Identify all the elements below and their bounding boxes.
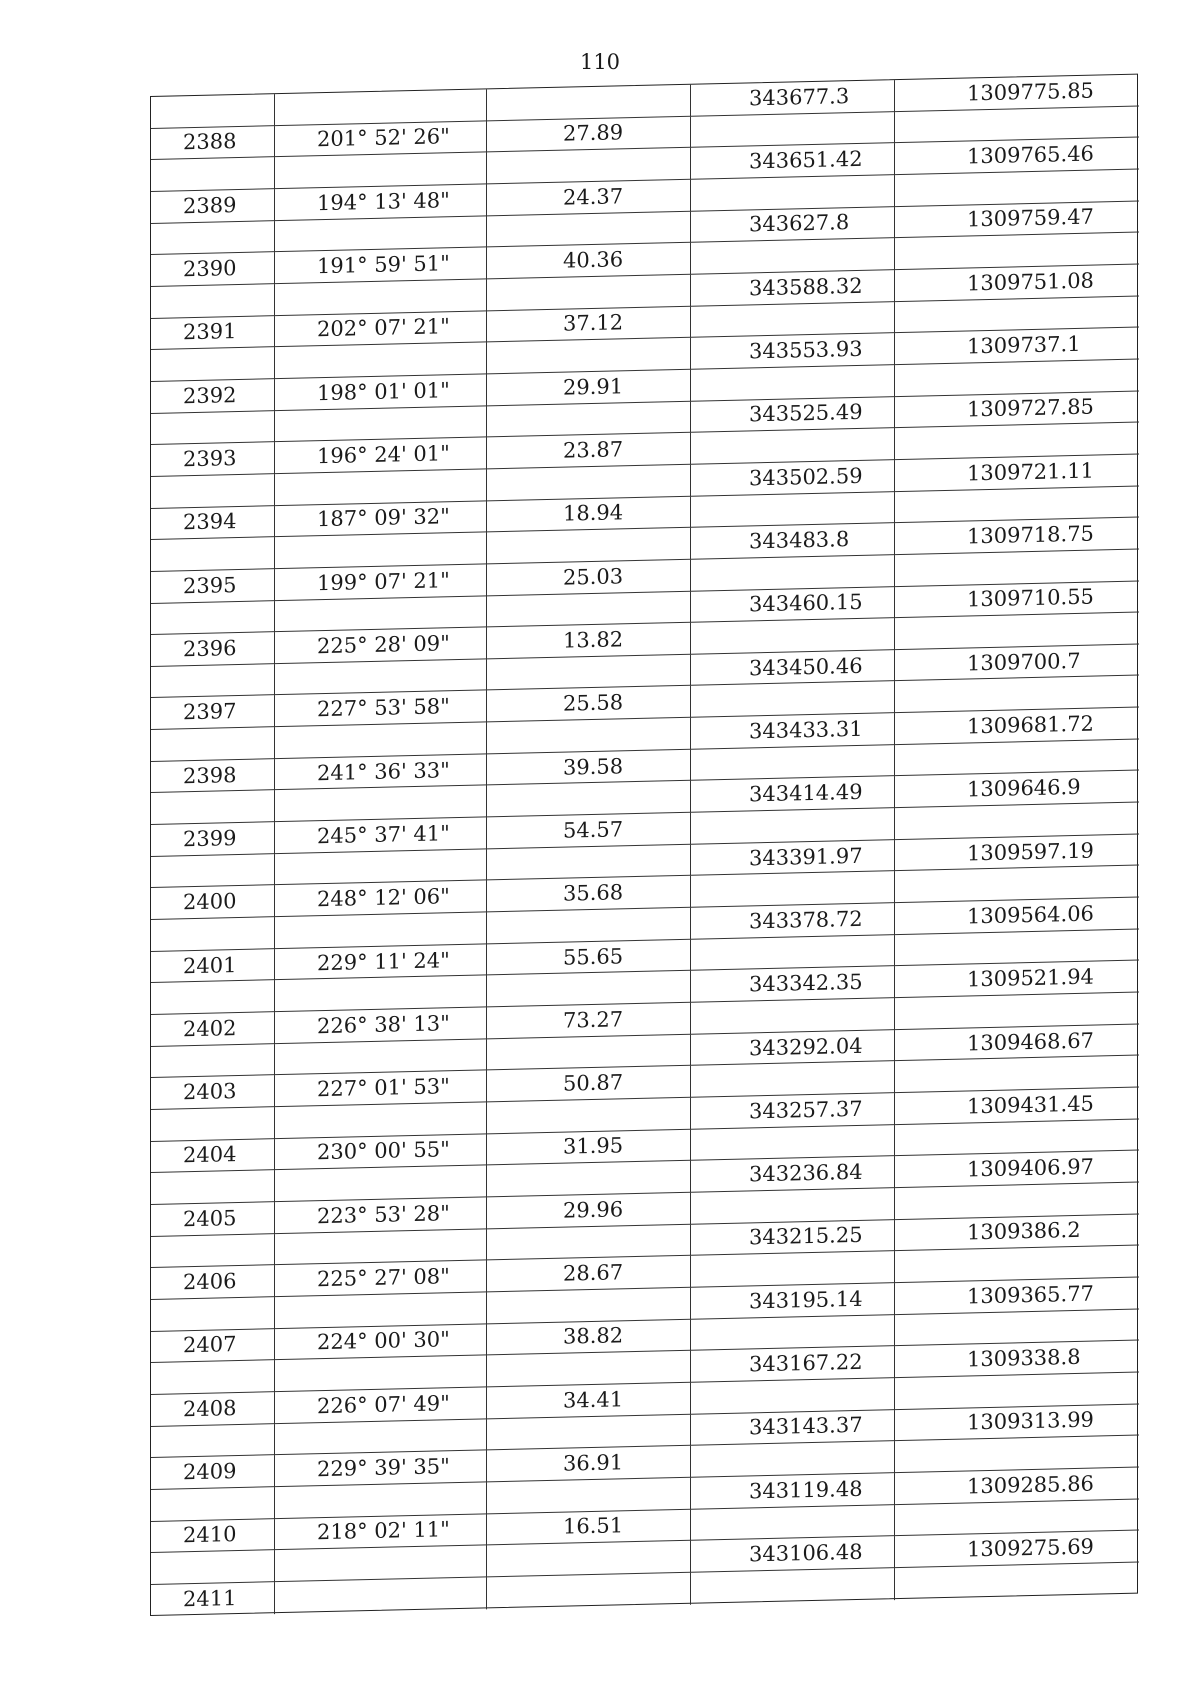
northing-cell: 1309765.46 bbox=[895, 138, 1139, 175]
point-id-cell: 2400 bbox=[151, 886, 275, 920]
northing-cell: 1309365.77 bbox=[895, 1277, 1139, 1314]
empty-cell bbox=[487, 275, 691, 311]
easting-cell: 343460.15 bbox=[691, 587, 895, 623]
point-id-cell: 2392 bbox=[151, 379, 275, 413]
northing-cell: 1309285.86 bbox=[895, 1467, 1139, 1504]
bearing-cell: 226° 38' 13" bbox=[275, 1007, 487, 1043]
empty-cell bbox=[487, 718, 691, 754]
point-id-cell: 2389 bbox=[151, 189, 275, 223]
empty-cell bbox=[487, 1478, 691, 1514]
bearing-cell: 245° 37' 41" bbox=[275, 817, 487, 853]
easting-cell: 343450.46 bbox=[691, 650, 895, 686]
point-id-cell: 2395 bbox=[151, 569, 275, 603]
distance-cell: 39.58 bbox=[487, 750, 691, 786]
empty-cell bbox=[151, 1550, 275, 1584]
survey-table-wrapper bbox=[150, 74, 1138, 1616]
point-id-cell: 2408 bbox=[151, 1392, 275, 1426]
distance-cell: 50.87 bbox=[487, 1066, 691, 1102]
empty-cell bbox=[691, 555, 895, 591]
distance-cell: 24.37 bbox=[487, 180, 691, 216]
distance-cell: 31.95 bbox=[487, 1129, 691, 1165]
empty-cell bbox=[151, 474, 275, 508]
bearing-cell: 227° 01' 53" bbox=[275, 1071, 487, 1107]
northing-cell: 1309681.72 bbox=[895, 708, 1139, 745]
distance-cell: 29.96 bbox=[487, 1193, 691, 1229]
empty-cell bbox=[691, 1441, 895, 1477]
bearing-cell: 194° 13' 48" bbox=[275, 184, 487, 220]
bearing-cell: 187° 09' 32" bbox=[275, 501, 487, 537]
empty-cell bbox=[275, 1546, 487, 1582]
empty-cell bbox=[275, 722, 487, 758]
easting-cell: 343433.31 bbox=[691, 713, 895, 749]
empty-cell bbox=[151, 727, 275, 761]
easting-cell: 343292.04 bbox=[691, 1030, 895, 1066]
empty-cell bbox=[691, 365, 895, 401]
empty-cell bbox=[151, 1487, 275, 1521]
northing-cell: 1309406.97 bbox=[895, 1151, 1139, 1188]
empty-cell bbox=[151, 221, 275, 255]
empty-cell bbox=[487, 1351, 691, 1387]
bearing-cell: 218° 02' 11" bbox=[275, 1514, 487, 1550]
empty-cell bbox=[691, 1378, 895, 1414]
point-id-cell: 2388 bbox=[151, 126, 275, 160]
easting-cell: 343119.48 bbox=[691, 1473, 895, 1509]
northing-cell: 1309597.19 bbox=[895, 834, 1139, 871]
easting-cell: 343215.25 bbox=[691, 1220, 895, 1256]
distance-cell: 38.82 bbox=[487, 1319, 691, 1355]
empty-cell bbox=[275, 89, 487, 125]
empty-cell bbox=[691, 745, 895, 781]
bearing-cell: 202° 07' 21" bbox=[275, 311, 487, 347]
easting-cell: 343588.32 bbox=[691, 270, 895, 306]
empty-cell bbox=[691, 492, 895, 528]
empty-cell bbox=[691, 428, 895, 464]
empty-cell bbox=[487, 401, 691, 437]
empty-cell bbox=[275, 1356, 487, 1392]
bearing-cell: 196° 24' 01" bbox=[275, 438, 487, 474]
empty-cell bbox=[151, 854, 275, 888]
distance-cell: 29.91 bbox=[487, 370, 691, 406]
empty-cell bbox=[691, 682, 895, 718]
bearing-cell: 241° 36' 33" bbox=[275, 754, 487, 790]
empty-cell bbox=[691, 1315, 895, 1351]
empty-cell bbox=[275, 343, 487, 379]
northing-cell: 1309338.8 bbox=[895, 1341, 1139, 1378]
empty-cell bbox=[691, 808, 895, 844]
empty-cell bbox=[275, 1102, 487, 1138]
empty-cell bbox=[691, 935, 895, 971]
point-id-cell: 2406 bbox=[151, 1265, 275, 1299]
empty-cell bbox=[487, 908, 691, 944]
empty-cell bbox=[275, 1039, 487, 1075]
empty-cell bbox=[487, 85, 691, 121]
point-id-cell: 2390 bbox=[151, 252, 275, 286]
northing-cell: 1309718.75 bbox=[895, 518, 1139, 555]
easting-cell: 343677.3 bbox=[691, 80, 895, 116]
empty-cell bbox=[691, 112, 895, 148]
empty-cell bbox=[487, 465, 691, 501]
northing-cell: 1309737.1 bbox=[895, 328, 1139, 365]
empty-cell bbox=[691, 1505, 895, 1541]
point-id-cell: 2401 bbox=[151, 949, 275, 983]
point-id-cell: 2411 bbox=[151, 1582, 275, 1616]
empty-cell bbox=[275, 216, 487, 252]
easting-cell: 343106.48 bbox=[691, 1536, 895, 1572]
empty-cell bbox=[487, 1034, 691, 1070]
distance-cell: 55.65 bbox=[487, 939, 691, 975]
point-id-cell: 2396 bbox=[151, 632, 275, 666]
empty-cell bbox=[151, 1234, 275, 1268]
distance-cell: 36.91 bbox=[487, 1446, 691, 1482]
point-id-cell: 2393 bbox=[151, 442, 275, 476]
empty-cell bbox=[691, 1251, 895, 1287]
bearing-cell: 229° 11' 24" bbox=[275, 944, 487, 980]
bearing-cell: 224° 00' 30" bbox=[275, 1324, 487, 1360]
distance-cell: 18.94 bbox=[487, 496, 691, 532]
empty-cell bbox=[151, 601, 275, 635]
empty-cell bbox=[691, 1061, 895, 1097]
empty-cell bbox=[487, 844, 691, 880]
distance-cell: 27.89 bbox=[487, 116, 691, 152]
easting-cell: 343342.35 bbox=[691, 966, 895, 1002]
point-id-cell: 2399 bbox=[151, 822, 275, 856]
empty-cell bbox=[151, 1297, 275, 1331]
northing-cell: 1309759.47 bbox=[895, 201, 1139, 238]
northing-cell: 1309468.67 bbox=[895, 1024, 1139, 1061]
empty-cell bbox=[691, 238, 895, 274]
distance-cell: 25.58 bbox=[487, 686, 691, 722]
northing-cell: 1309710.55 bbox=[895, 581, 1139, 618]
empty-cell bbox=[487, 1541, 691, 1577]
point-id-cell: 2407 bbox=[151, 1329, 275, 1363]
northing-cell: 1309751.08 bbox=[895, 264, 1139, 301]
empty-cell bbox=[151, 1044, 275, 1078]
empty-cell bbox=[151, 157, 275, 191]
easting-cell: 343553.93 bbox=[691, 333, 895, 369]
distance-cell: 35.68 bbox=[487, 876, 691, 912]
empty-cell bbox=[487, 1161, 691, 1197]
distance-cell: 25.03 bbox=[487, 560, 691, 596]
northing-cell: 1309646.9 bbox=[895, 771, 1139, 808]
bearing-cell: 199° 07' 21" bbox=[275, 564, 487, 600]
easting-cell: 343143.37 bbox=[691, 1410, 895, 1446]
empty-cell bbox=[151, 411, 275, 445]
empty-cell bbox=[691, 1125, 895, 1161]
easting-cell: 343236.84 bbox=[691, 1156, 895, 1192]
bearing-cell: 198° 01' 01" bbox=[275, 374, 487, 410]
empty-cell bbox=[487, 338, 691, 374]
empty-cell bbox=[275, 279, 487, 315]
point-id-cell: 2394 bbox=[151, 506, 275, 540]
empty-cell bbox=[151, 284, 275, 318]
easting-cell: 343627.8 bbox=[691, 207, 895, 243]
empty-cell bbox=[691, 175, 895, 211]
easting-cell: 343257.37 bbox=[691, 1093, 895, 1129]
point-id-cell: 2402 bbox=[151, 1012, 275, 1046]
empty-cell bbox=[275, 1229, 487, 1265]
point-id-cell: 2410 bbox=[151, 1519, 275, 1553]
empty-cell bbox=[487, 971, 691, 1007]
empty-cell bbox=[275, 849, 487, 885]
empty-cell bbox=[487, 528, 691, 564]
empty-cell bbox=[151, 791, 275, 825]
empty-cell bbox=[151, 1360, 275, 1394]
empty-cell bbox=[275, 1166, 487, 1202]
empty-cell bbox=[275, 153, 487, 189]
distance-cell: 40.36 bbox=[487, 243, 691, 279]
empty-cell bbox=[487, 1098, 691, 1134]
easting-cell: 343391.97 bbox=[691, 840, 895, 876]
point-id-cell: 2391 bbox=[151, 316, 275, 350]
empty-cell bbox=[151, 347, 275, 381]
empty-cell bbox=[151, 917, 275, 951]
point-id-cell: 2405 bbox=[151, 1202, 275, 1236]
empty-cell bbox=[275, 976, 487, 1012]
empty-cell bbox=[487, 1414, 691, 1450]
empty-cell bbox=[275, 469, 487, 505]
northing-cell: 1309700.7 bbox=[895, 644, 1139, 681]
easting-cell: 343378.72 bbox=[691, 903, 895, 939]
point-id-cell: 2403 bbox=[151, 1076, 275, 1110]
northing-cell: 1309386.2 bbox=[895, 1214, 1139, 1251]
bearing-cell: 248° 12' 06" bbox=[275, 881, 487, 917]
empty-cell bbox=[151, 94, 275, 128]
northing-cell: 1309275.69 bbox=[895, 1531, 1139, 1568]
bearing-cell: 230° 00' 55" bbox=[275, 1134, 487, 1170]
easting-cell: 343195.14 bbox=[691, 1283, 895, 1319]
empty-cell bbox=[487, 1288, 691, 1324]
empty-cell bbox=[275, 1292, 487, 1328]
bearing-cell: 201° 52' 26" bbox=[275, 121, 487, 157]
bearing-cell: 191° 59' 51" bbox=[275, 248, 487, 284]
empty-cell bbox=[487, 591, 691, 627]
empty-cell bbox=[487, 148, 691, 184]
point-id-cell: 2398 bbox=[151, 759, 275, 793]
empty-cell bbox=[487, 211, 691, 247]
empty-cell bbox=[691, 871, 895, 907]
empty-cell bbox=[275, 659, 487, 695]
survey-coordinates-table bbox=[150, 74, 1138, 1616]
bearing-cell: 226° 07' 49" bbox=[275, 1387, 487, 1423]
empty-cell bbox=[151, 664, 275, 698]
distance-cell: 34.41 bbox=[487, 1383, 691, 1419]
empty-cell bbox=[691, 618, 895, 654]
empty-cell bbox=[275, 533, 487, 569]
distance-cell: 23.87 bbox=[487, 433, 691, 469]
empty-cell bbox=[487, 781, 691, 817]
empty-cell bbox=[151, 1170, 275, 1204]
empty-cell bbox=[487, 1224, 691, 1260]
bearing-cell: 225° 27' 08" bbox=[275, 1261, 487, 1297]
bearing-cell: 229° 39' 35" bbox=[275, 1451, 487, 1487]
empty-cell bbox=[151, 537, 275, 571]
northing-cell: 1309721.11 bbox=[895, 454, 1139, 491]
bearing-cell bbox=[275, 1577, 487, 1613]
page-number: 110 bbox=[579, 50, 621, 74]
distance-cell bbox=[487, 1573, 691, 1609]
empty-cell bbox=[275, 912, 487, 948]
northing-cell: 1309564.06 bbox=[895, 898, 1139, 935]
distance-cell: 13.82 bbox=[487, 623, 691, 659]
point-id-cell: 2409 bbox=[151, 1455, 275, 1489]
empty-cell bbox=[691, 302, 895, 338]
distance-cell: 73.27 bbox=[487, 1003, 691, 1039]
easting-cell: 343502.59 bbox=[691, 460, 895, 496]
distance-cell: 28.67 bbox=[487, 1256, 691, 1292]
bearing-cell: 227° 53' 58" bbox=[275, 691, 487, 727]
empty-cell bbox=[151, 981, 275, 1015]
empty-cell bbox=[487, 655, 691, 691]
empty-cell bbox=[275, 1419, 487, 1455]
northing-cell: 1309521.94 bbox=[895, 961, 1139, 998]
northing-cell: 1309313.99 bbox=[895, 1404, 1139, 1441]
easting-cell: 343651.42 bbox=[691, 143, 895, 179]
distance-cell: 54.57 bbox=[487, 813, 691, 849]
easting-cell: 343525.49 bbox=[691, 397, 895, 433]
point-id-cell: 2397 bbox=[151, 696, 275, 730]
easting-cell: 343414.49 bbox=[691, 777, 895, 813]
empty-cell bbox=[691, 998, 895, 1034]
empty-cell bbox=[275, 406, 487, 442]
easting-cell: 343167.22 bbox=[691, 1346, 895, 1382]
empty-cell bbox=[895, 1562, 1139, 1599]
northing-cell: 1309431.45 bbox=[895, 1088, 1139, 1125]
easting-cell: 343483.8 bbox=[691, 523, 895, 559]
northing-cell: 1309775.85 bbox=[895, 75, 1139, 112]
empty-cell bbox=[275, 596, 487, 632]
empty-cell bbox=[275, 1482, 487, 1518]
bearing-cell: 225° 28' 09" bbox=[275, 628, 487, 664]
empty-cell bbox=[691, 1568, 895, 1604]
northing-cell: 1309727.85 bbox=[895, 391, 1139, 428]
empty-cell bbox=[151, 1424, 275, 1458]
distance-cell: 16.51 bbox=[487, 1509, 691, 1545]
point-id-cell: 2404 bbox=[151, 1139, 275, 1173]
bearing-cell: 223° 53' 28" bbox=[275, 1197, 487, 1233]
empty-cell bbox=[151, 1107, 275, 1141]
empty-cell bbox=[691, 1188, 895, 1224]
empty-cell bbox=[275, 786, 487, 822]
distance-cell: 37.12 bbox=[487, 306, 691, 342]
